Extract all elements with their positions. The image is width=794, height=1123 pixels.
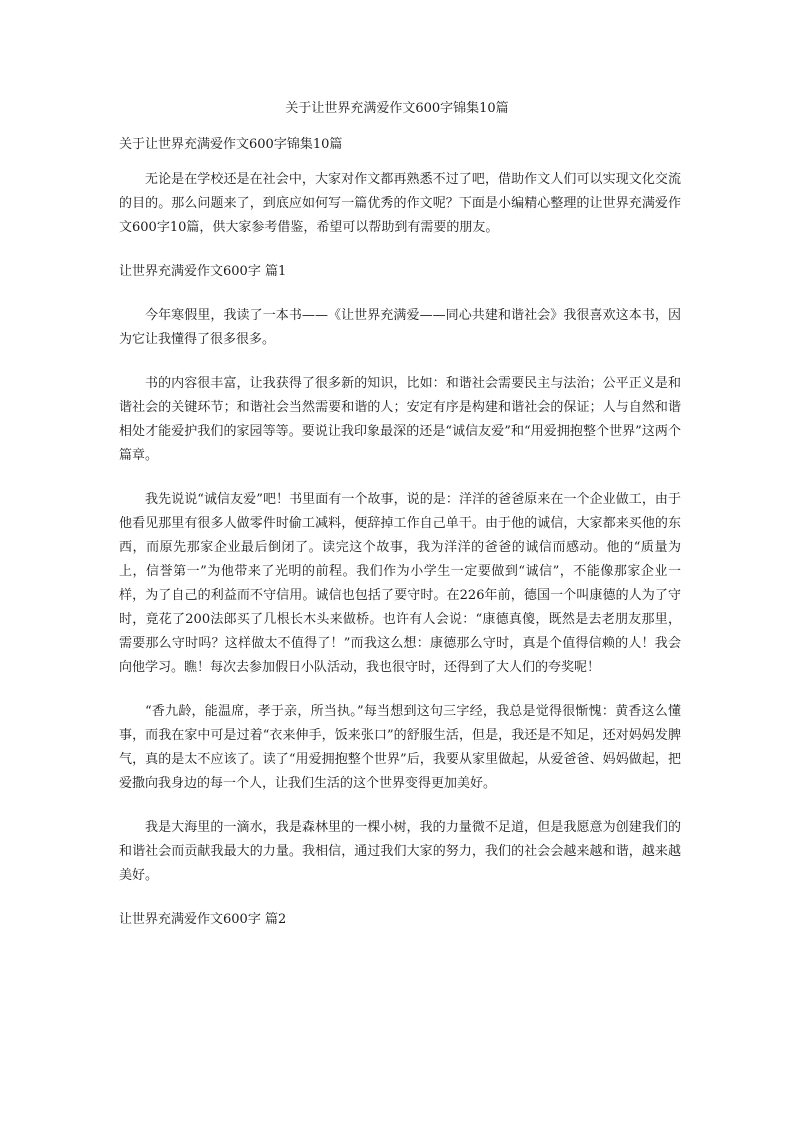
document-content <box>119 133 681 952</box>
document-title: 关于让世界充满爱作文600字锦集10篇 <box>285 101 509 116</box>
paragraph: 今年寒假里，我读了一本书——《让世界充满爱——同心共建和谐社会》我很喜欢这本书，因为它让我懂得了很多很多。 <box>119 308 681 347</box>
paragraph: 我是大海里的一滴水，我是森林里的一棵小树，我的力量微不足道，但是我愿意为创建我们的和谐社会而贡献我最大的力量。我相信，通过我们大家的努力，我们的社会会越来越和谐，越来越美好。 <box>119 820 681 883</box>
document-subtitle: 关于让世界充满爱作文600字锦集10篇 <box>119 137 343 152</box>
intro-paragraph: 无论是在学校还是在社会中，大家对作文都再熟悉不过了吧，借助作文人们可以实现文化交流的目的。那么问题来了，到底应如何写一篇优秀的作文呢？下面是小编精心整理的让世界充满爱作文600字10篇，供大家参考借鉴，希望可以帮助到有需要的朋友。 <box>119 172 681 235</box>
paragraph: 我先说说“诚信友爱”吧！书里面有一个故事，说的是：洋洋的爸爸原来在一个企业做工，由于他看见那里有很多人做零件时偷工减料，便辞掉工作自己单干。由于他的诚信，大家都来买他的东西，而原先那家企业最后倒闭了。读完这个故事，我为洋洋的爸爸的诚信而感动。他的“质量为上，信誉第一”为他带来了光明的前程。我们作为小学生一定要做到“诚信”，不能像那家企业一样，为了自己的利益而不守信用。诚信也包括了要守时。在226年前，德国一个叫康德的人为了守时，竟花了200法郎买了几根长木头来做桥。也许有人会说：“康德真傻，既然是去老朋友那里，需要那么守时吗？这样做太不值得了！”而我这么想：康德那么守时，真是个值得信赖的人！我会向他学习。瞧！每次去参加假日小队活动，我也很守时，还得到了大人们的夸奖呢！ <box>119 492 681 675</box>
section-heading-1: 让世界充满爱作文600字 篇1 <box>119 264 287 279</box>
paragraph: “香九龄，能温席，孝于亲，所当执。”每当想到这句三字经，我总是觉得很惭愧：黄香这么懂事，而我在家中可是过着“衣来伸手，饭来张口”的舒服生活，但是，我还是不知足，还对妈妈发脾气，真的是太不应该了。读了“用爱拥抱整个世界”后，我要从家里做起，从爱爸爸、妈妈做起，把爱撒向我身边的每一个人，让我们生活的这个世界变得更加美好。 <box>119 704 681 791</box>
section-heading-2: 让世界充满爱作文600字 篇2 <box>119 912 287 927</box>
paragraph: 书的内容很丰富，让我获得了很多新的知识，比如：和谐社会需要民主与法治；公平正义是和谐社会的关键环节；和谐社会当然需要和谐的人；安定有序是构建和谐社会的保证；人与自然和谐相处才能爱护我们的家园等等。要说让我印象最深的还是“诚信友爱”和“用爱拥抱整个世界”这两个篇章。 <box>119 376 681 463</box>
